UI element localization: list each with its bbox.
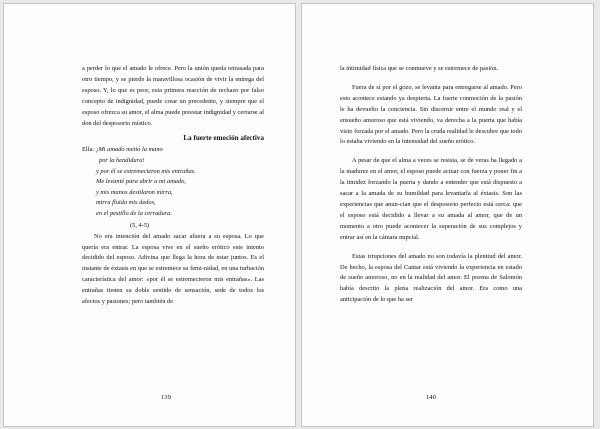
paragraph: a perder lo que el amado le ofrece. Pero la unión queda retrasada para otro tiempo, y se pierde la maravillosa ocasión de vivir la entrega del esposo. Y, lo que es peor, esta primera reacción de rechazo por falso concepto de indignidad, puede crear un precedente, y siempre que el esposo ofrezca su amor, el alma puede preestar indignidad y cerrarse al don del desposorio místico. (82, 65, 264, 127)
poem-verses (96, 145, 196, 219)
poem-reference: (5, 4-5) (130, 221, 150, 229)
right-page (301, 3, 594, 427)
page-gutter (297, 0, 300, 429)
verse-line: ¡Mi amado metió la mano (96, 146, 163, 154)
page-number: 140 (426, 394, 436, 401)
verse-line: y por él se estremecieron mis entrañas. (96, 167, 196, 175)
paragraph: No era intención del amado sacar afuera a su esposa. Lo que quería era entrar. La esposa vive en el sueño erótico este intento decidido del esposo. Adivina que llega la hora de estar juntos. Es el instante de éxtasis en que se estremece su femi-nidad, en una turbación característica del amor: «por él se estremecieron mis entrañas». Las entrañas tienen su doble sentido de sensación, sede de todos los afectos y pasiones; pero también de (82, 232, 264, 306)
verse-line: por la hendidura! (99, 157, 145, 165)
page-number: 139 (161, 394, 171, 401)
poem-speaker: Ella: (82, 146, 95, 154)
left-page (3, 3, 296, 427)
verse-line: mirra fluida mis dedos, (96, 199, 156, 207)
paragraph: A pesar de que el alma a veces se resista, se de veras ha llegado a la madurez en el amor, el esposo puede actuar con fuerza y poner fin a la timidez forzando la puerta y dando a entender que está dispuesto a sacar a la amada de su humildad para levantarla al éxtasis. Son las experiencias que anun-cian que el desposorio perfecto está cerca: que el esposo está decidido a llevar a su amada al amor, que de un momento a otro puede acontecer la superación de sus complejos y entrar así en la cámara nupcial. (340, 157, 522, 241)
paragraph: la intimidad física que se conmueve y se estremece de pasión. (340, 65, 499, 72)
verse-line: y mis manos destilaron mirra, (96, 188, 173, 196)
verse-line: Me levanté para abrir a mi amado, (96, 178, 186, 186)
verse-line: en el pestillo de la cerradura. (96, 210, 172, 217)
paragraph: Estas irrupciones del amado no son todavía la plenitud del amor. De hecho, la esposa del Cantar está viviendo la experiencia en estado de sueño amoroso, no en la realidad del amor. El poema de Salomón había descrito la plena realización del amor. Era como una anticipación de lo que ha ser (340, 252, 522, 304)
right-page-text (340, 64, 522, 306)
section-heading: La fuerte emoción afectiva (183, 134, 264, 143)
left-page-text (82, 64, 264, 308)
paragraph: Fuera de sí por el gozo, se levanta para entregarse al amado. Pero esto acontece estando ya despierta. La fuerte conmoción de la pasión le ha devuelto la conciencia. Sin discernir entre el mundo real y el ensueño amoroso que está viviendo, va derecha a la puerta que había visto forzada por el amado. Pero la cruda realidad le descubre que todo lo estaba viviendo en la intensidad del sueño erótico. (340, 83, 522, 146)
poem-block (82, 145, 264, 219)
